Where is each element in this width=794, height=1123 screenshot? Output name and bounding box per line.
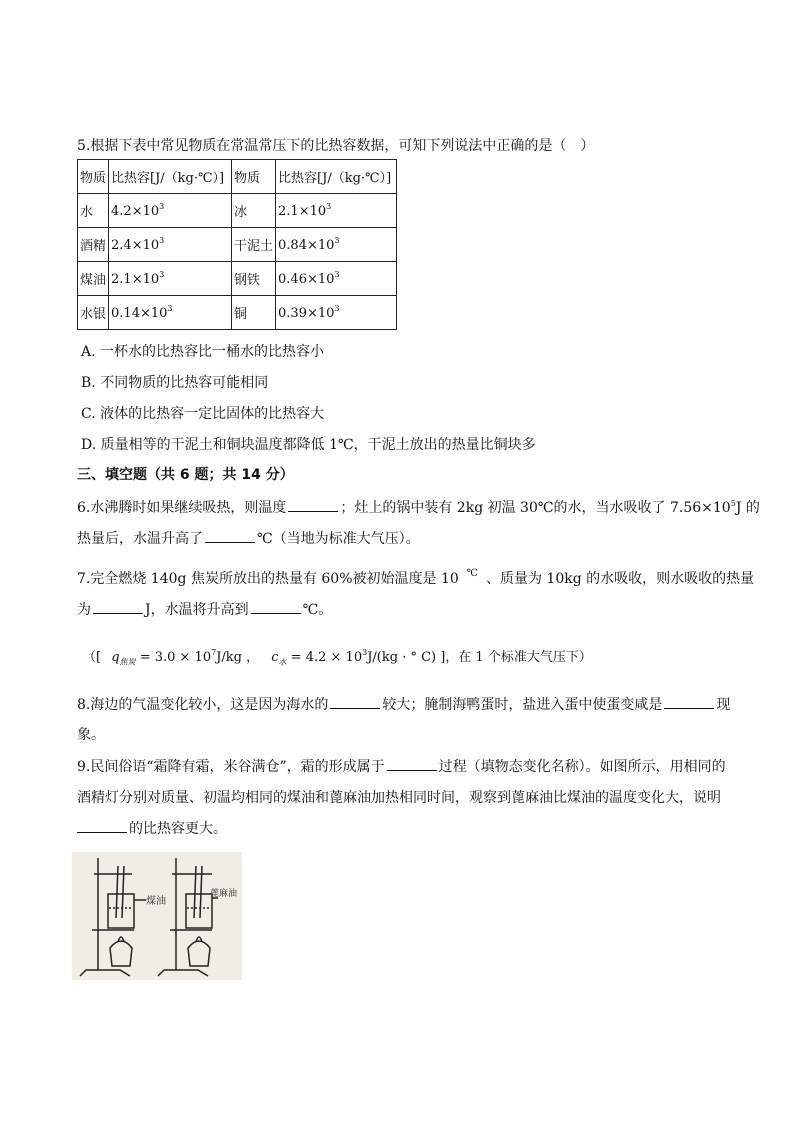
table-row	[78, 296, 397, 330]
value-cell: $2.4\times 10^3$	[109, 228, 232, 262]
option-c: C. 液体的比热容一定比固体的比热容大	[81, 406, 325, 422]
specific-heat-table	[77, 159, 397, 330]
answer-blank[interactable]	[251, 600, 301, 614]
answer-blank[interactable]	[288, 498, 338, 512]
q7-line-2: 为 J，水温将升高到 ℃。	[77, 602, 333, 618]
q6-line-1: 6.水沸腾时如果继续吸热，则温度 ；灶上的锅中装有 2kg 初温 30℃的水，当水吸收了 $7.56\times 10^5J$ 的	[77, 499, 760, 516]
material-cell: 酒精	[78, 228, 109, 262]
option-b: B. 不同物质的比热容可能相同	[81, 375, 269, 391]
answer-blank[interactable]	[93, 600, 143, 614]
answer-blank[interactable]	[330, 695, 380, 709]
table-header: 比热容[J/（kg·℃）]	[109, 160, 232, 194]
table-row	[78, 194, 397, 228]
value-cell: $2.1\times 10^3$	[109, 262, 232, 296]
material-cell: 干泥土	[232, 228, 276, 262]
section-heading: 三、填空题（共 6 题；共 14 分）	[77, 467, 294, 483]
table-header: 比热容[J/（kg·℃）]	[276, 160, 397, 194]
q7-given-data: （[ $q_{焦炭} = 3.0 \times 10^7J/kg$ ， $c_水 = 4.2 \times 10^3J/(kg$ · ° C) ]，在 1 个标准大气压下）	[83, 648, 592, 667]
right-apparatus	[158, 858, 218, 976]
answer-blank[interactable]	[387, 757, 437, 771]
material-cell: 水	[78, 194, 109, 228]
answer-blank[interactable]	[205, 529, 255, 543]
q9-line-2: 酒精灯分别对质量、初温均相同的煤油和蓖麻油加热相同时间，观察到蓖麻油比煤油的温度变化大，说明	[77, 790, 721, 806]
figure-label-kerosene: 煤油	[146, 896, 166, 907]
q6-line-2: 热量后，水温升高了 ℃（当地为标准大气压）。	[77, 531, 420, 547]
table-header-row	[78, 160, 397, 194]
q9-line-1: 9.民间俗语“霜降有霜，米谷满仓”，霜的形成属于 过程（填物态变化名称）。如图所示，用相同的	[77, 759, 726, 775]
figure-label-castor-oil: 蓖麻油	[210, 889, 238, 899]
value-cell: $0.84\times 10^3$	[276, 228, 397, 262]
material-cell: 铜	[232, 296, 276, 330]
heating-experiment-figure	[72, 852, 242, 980]
material-cell: 水银	[78, 296, 109, 330]
q5-stem: 5.根据下表中常见物质在常温常压下的比热容数据，可知下列说法中正确的是（ ）	[77, 138, 595, 154]
answer-blank[interactable]	[77, 819, 127, 833]
material-cell: 煤油	[78, 262, 109, 296]
q7-line-1: 7.完全燃烧 140g 焦炭所放出的热量有 60%被初始温度是 10 ℃ 、质量为 10kg 的水吸收，则水吸收的热量	[77, 568, 755, 587]
option-a: A. 一杯水的比热容比一桶水的比热容小	[81, 344, 325, 360]
table-header: 物质	[78, 160, 109, 194]
table-row	[78, 262, 397, 296]
material-cell: 冰	[232, 194, 276, 228]
q8-line-2: 象。	[77, 727, 105, 743]
material-cell: 钢铁	[232, 262, 276, 296]
table-row	[78, 228, 397, 262]
value-cell: $0.39\times 10^3$	[276, 296, 397, 330]
value-cell: $0.14\times 10^3$	[109, 296, 232, 330]
q9-line-3: 的比热容更大。	[77, 818, 227, 838]
value-cell: $2.1\times 10^3$	[276, 194, 397, 228]
left-apparatus	[80, 858, 146, 976]
value-cell: $0.46\times 10^3$	[276, 262, 397, 296]
q8-line-1: 8.海边的气温变化较小，这是因为海水的 较大；腌制海鸭蛋时，盐进入蛋中使蛋变咸是 现	[77, 697, 731, 713]
answer-blank[interactable]	[664, 695, 714, 709]
option-d: D. 质量相等的干泥土和铜块温度都降低 1℃，干泥土放出的热量比铜块多	[81, 437, 536, 453]
table-header: 物质	[232, 160, 276, 194]
value-cell: $4.2\times 10^3$	[109, 194, 232, 228]
apparatus-drawing	[72, 852, 242, 980]
